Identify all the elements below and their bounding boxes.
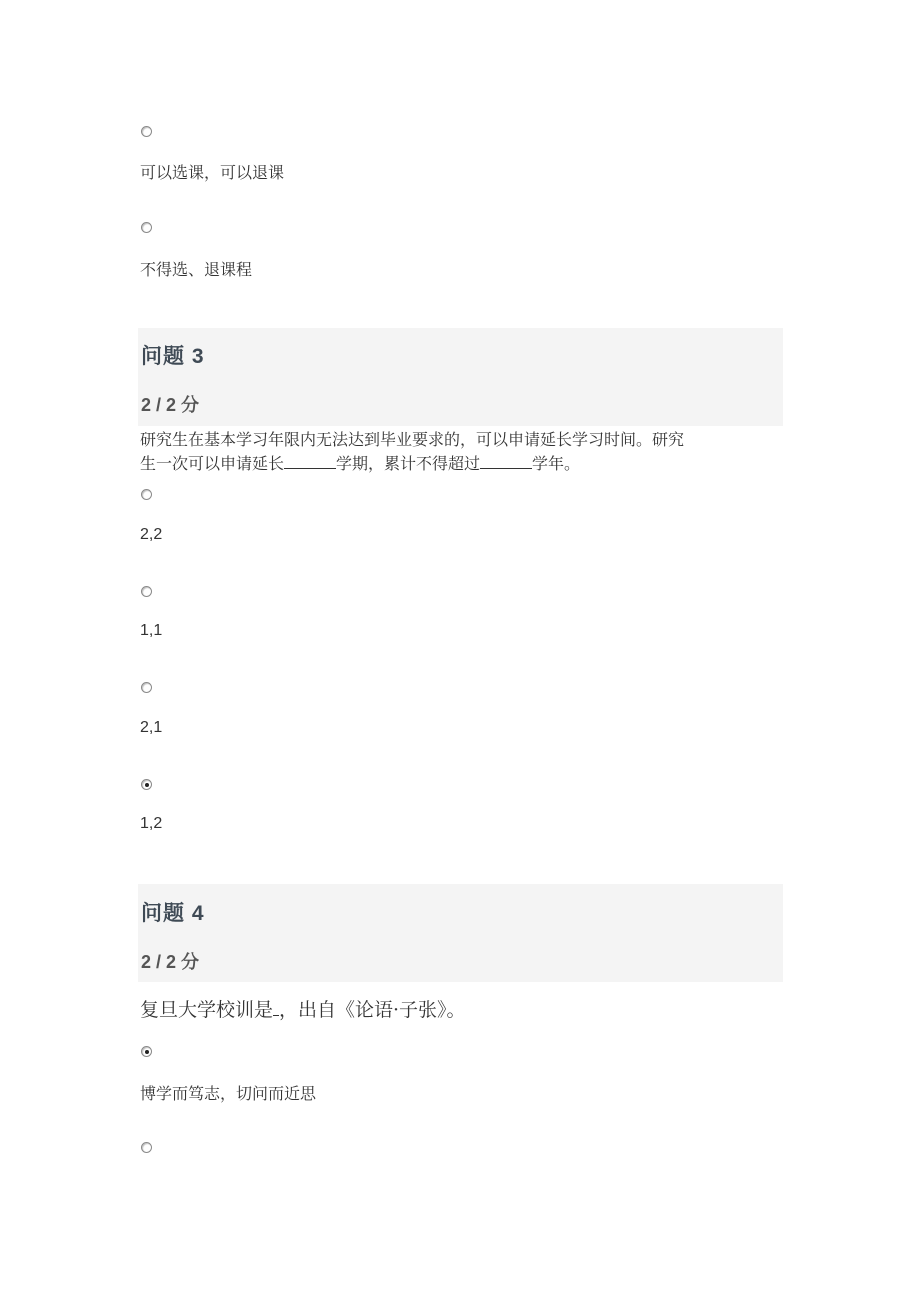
radio-option[interactable] <box>141 1142 152 1153</box>
option-label: 博学而笃志，切问而近思 <box>140 1084 317 1103</box>
radio-option[interactable] <box>141 222 152 233</box>
question-text-line: 生一次可以申请延长 学期，累计不得超过 学年。 <box>140 454 581 473</box>
radio-option-selected[interactable] <box>141 779 152 790</box>
blank-line <box>284 452 336 469</box>
question-text <box>140 428 780 476</box>
question-title: 问题 3 <box>141 345 205 368</box>
option-label: 1,1 <box>140 622 163 639</box>
radio-option[interactable] <box>141 682 152 693</box>
question-text: 复旦大学校训是 ，出自《论语·子张》。 <box>140 999 466 1021</box>
option-label: 2,2 <box>140 526 163 543</box>
option-label: 可以选课，可以退课 <box>140 163 285 182</box>
question-header <box>138 884 783 982</box>
blank-line <box>480 452 532 469</box>
question-score: 2 / 2 分 <box>141 395 200 415</box>
radio-option-selected[interactable] <box>141 1046 152 1057</box>
question-text-line: 研究生在基本学习年限内无法达到毕业要求的，可以申请延长学习时间。研究 <box>140 430 685 449</box>
question-score: 2 / 2 分 <box>141 952 200 972</box>
radio-option[interactable] <box>141 586 152 597</box>
question-title: 问题 4 <box>141 902 205 925</box>
radio-option[interactable] <box>141 126 152 137</box>
option-label: 2,1 <box>140 719 163 736</box>
option-label: 1,2 <box>140 815 163 832</box>
radio-option[interactable] <box>141 489 152 500</box>
question-header <box>138 328 783 426</box>
option-label: 不得选、退课程 <box>140 260 253 279</box>
